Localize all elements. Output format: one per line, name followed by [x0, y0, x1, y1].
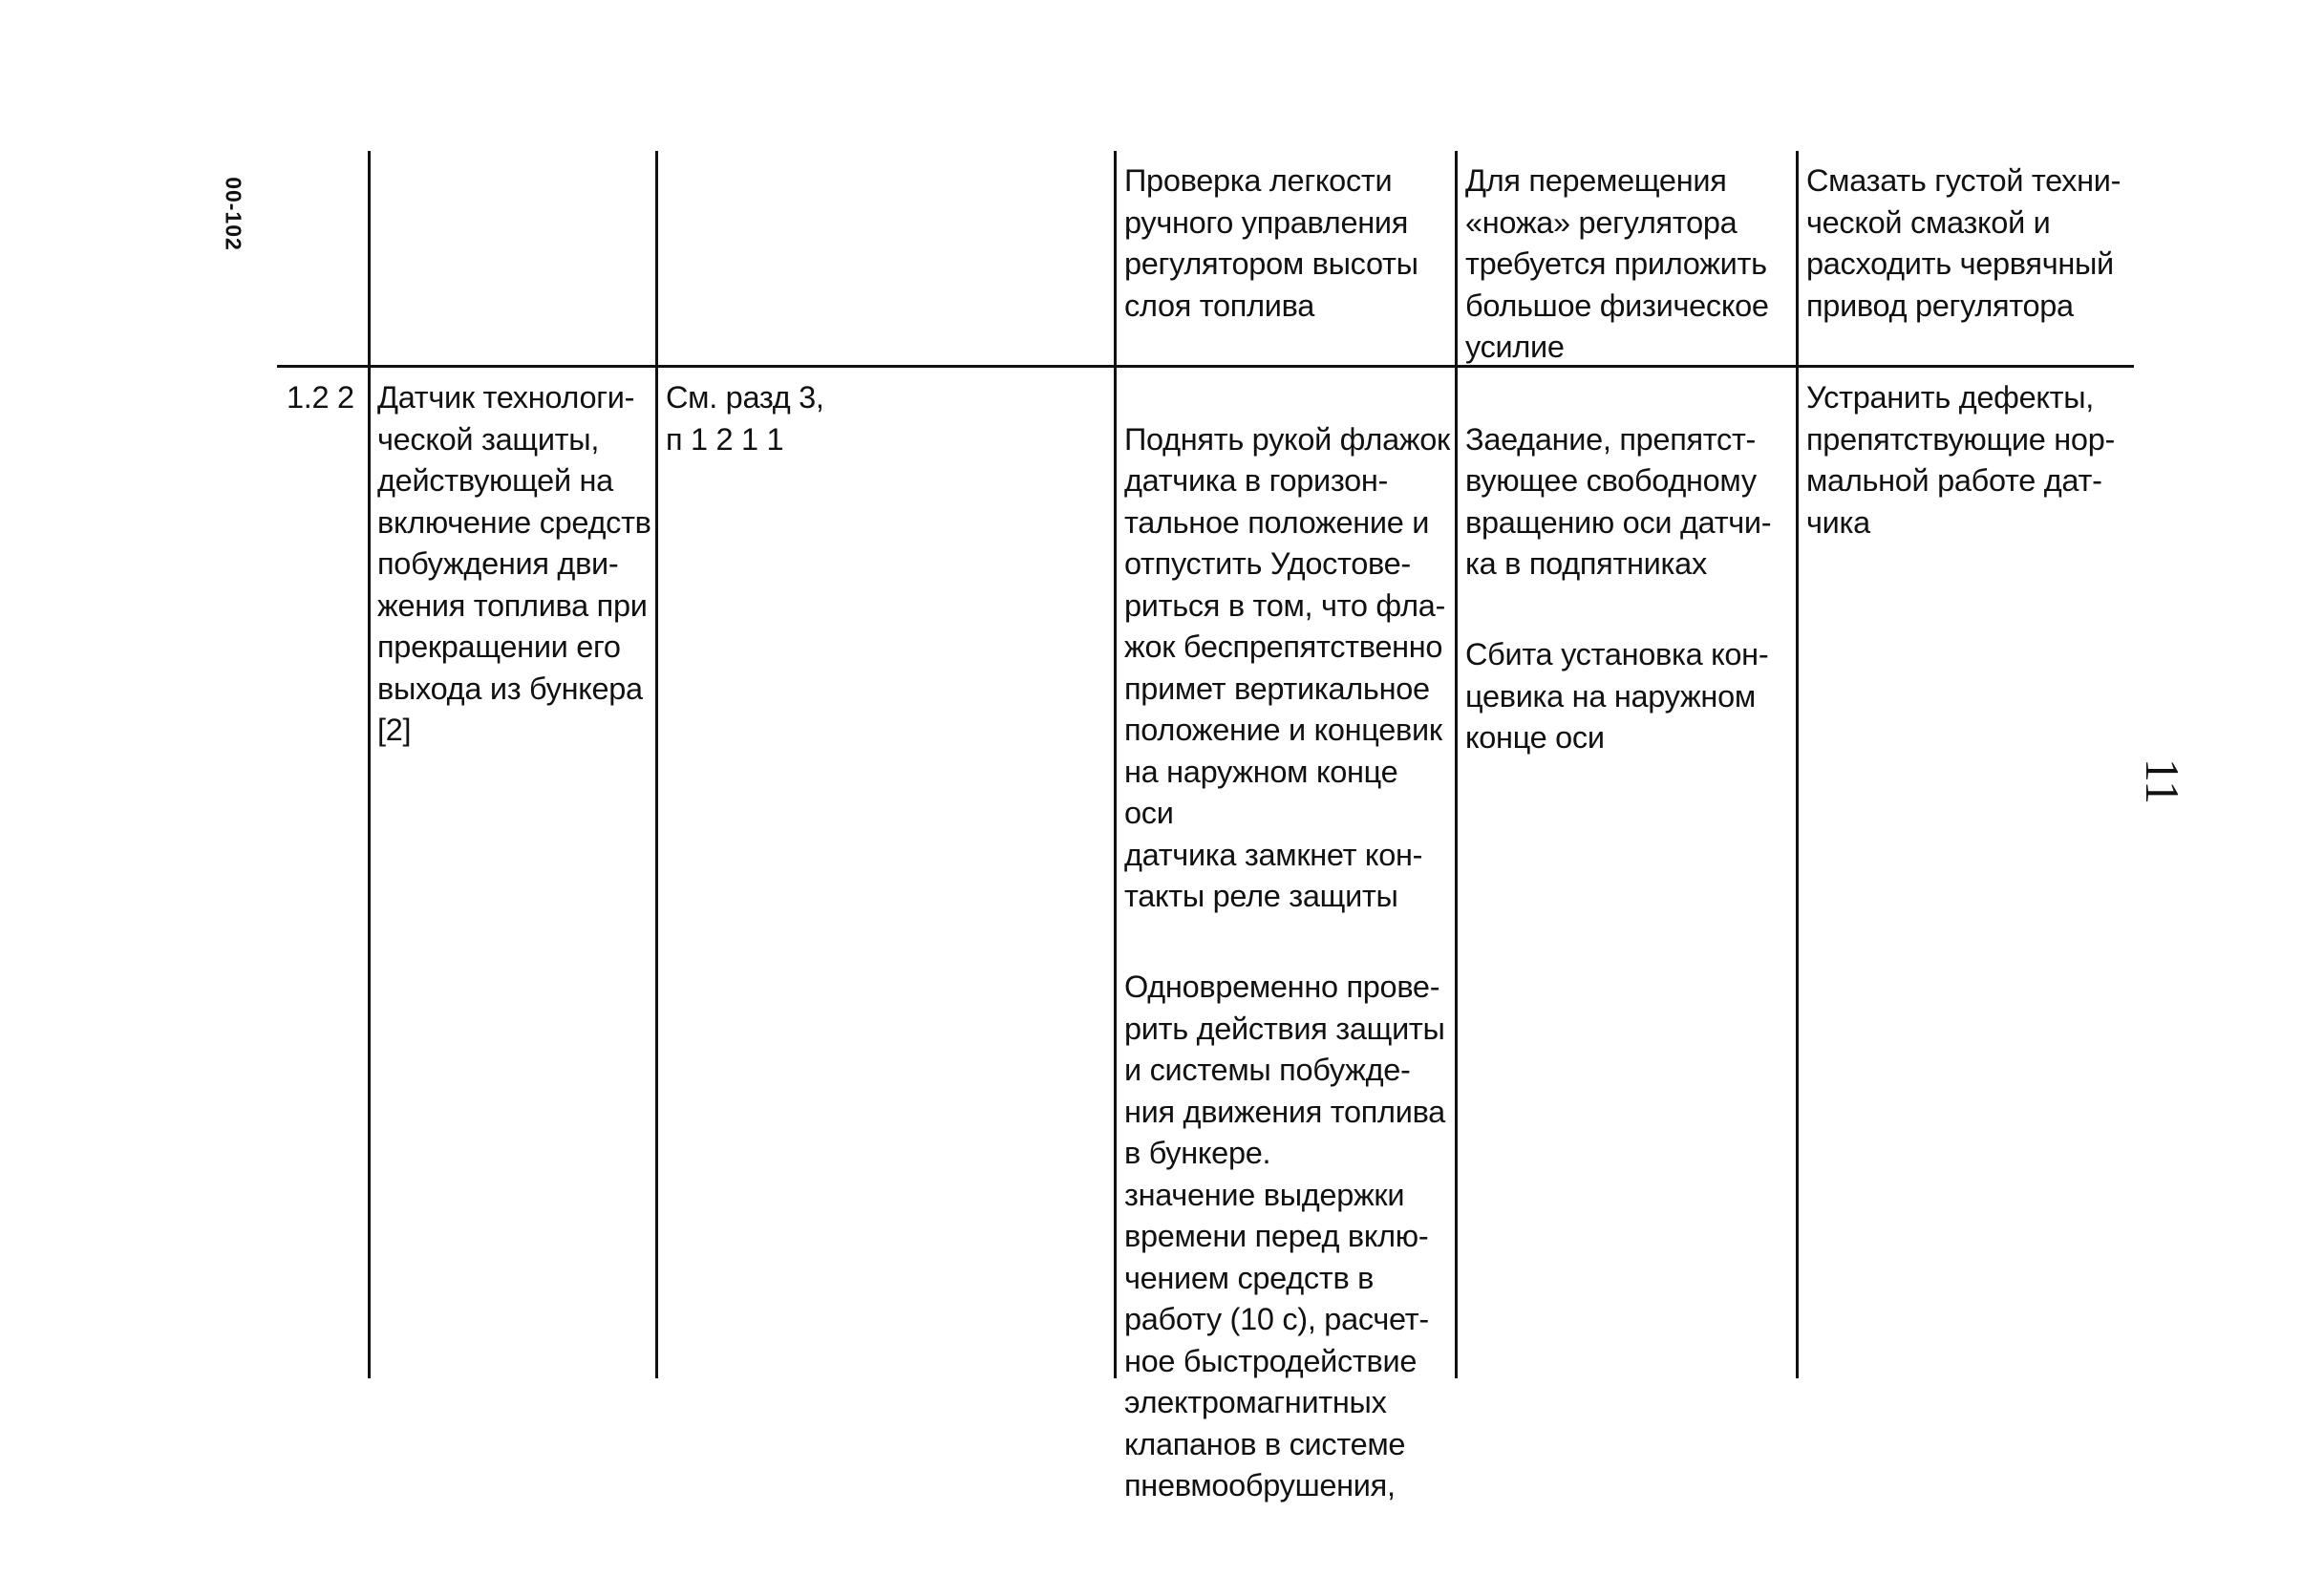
- column-rule-1: [368, 151, 371, 1378]
- column-rule-4: [1455, 151, 1458, 1378]
- fault-paragraph-2: Сбита установка кон- цевика на наружном конце оси: [1465, 637, 1769, 755]
- fault-paragraph-1: Заедание, препятст- вующее свободному вращению оси датчи- ка в подпятниках: [1465, 421, 1772, 581]
- column-rule-5: [1796, 151, 1799, 1378]
- cell-reference: См. разд 3, п 1 2 1 1: [666, 380, 824, 457]
- cell-fault: [1465, 377, 1795, 800]
- cell-fault-continued: Для перемещения «ножа» регулятора требуется приложить большое физическое усилие: [1465, 163, 1769, 364]
- method-paragraph-2: Одновременно прове- рить действия защиты и системы побужде- ния движения топлива в бункере. значение выдержки времени перед вклю- чением средств в работу (10 с), расчет- ное быстродействие электромагнитных клапанов в системе пневмообрушения,: [1124, 970, 1445, 1502]
- document-code: 00-102: [221, 177, 246, 251]
- method-paragraph-1: Поднять рукой флажок датчика в горизон- тальное положение и отпустить Удостове- риться в том, что фла- жок беспрепятственно примет вертикальное положение и концевик на наружном конце оси датчика замкнет кон- такты реле защиты: [1124, 421, 1450, 913]
- column-rule-3: [1114, 151, 1117, 1378]
- cell-method-continued: Проверка легкости ручного управления регулятором высоты слоя топлива: [1124, 163, 1418, 323]
- cell-remedy-continued: Смазать густой техни- ческой смазкой и расходить червячный привод регулятора: [1806, 163, 2121, 323]
- cell-item: Датчик технологи- ческой защиты, действующей на включение средств побуждения дви- жения топлива при прекращении его выхода из бункера [2]: [377, 380, 651, 747]
- cell-row-number: 1.2 2: [287, 380, 354, 415]
- row-divider: [277, 365, 2134, 368]
- cell-remedy: Устранить дефекты, препятствующие нор- мальной работе дат- чика: [1806, 380, 2115, 540]
- page-number: 11: [2136, 757, 2189, 805]
- column-rule-2: [655, 151, 658, 1378]
- cell-method: [1124, 377, 1454, 1548]
